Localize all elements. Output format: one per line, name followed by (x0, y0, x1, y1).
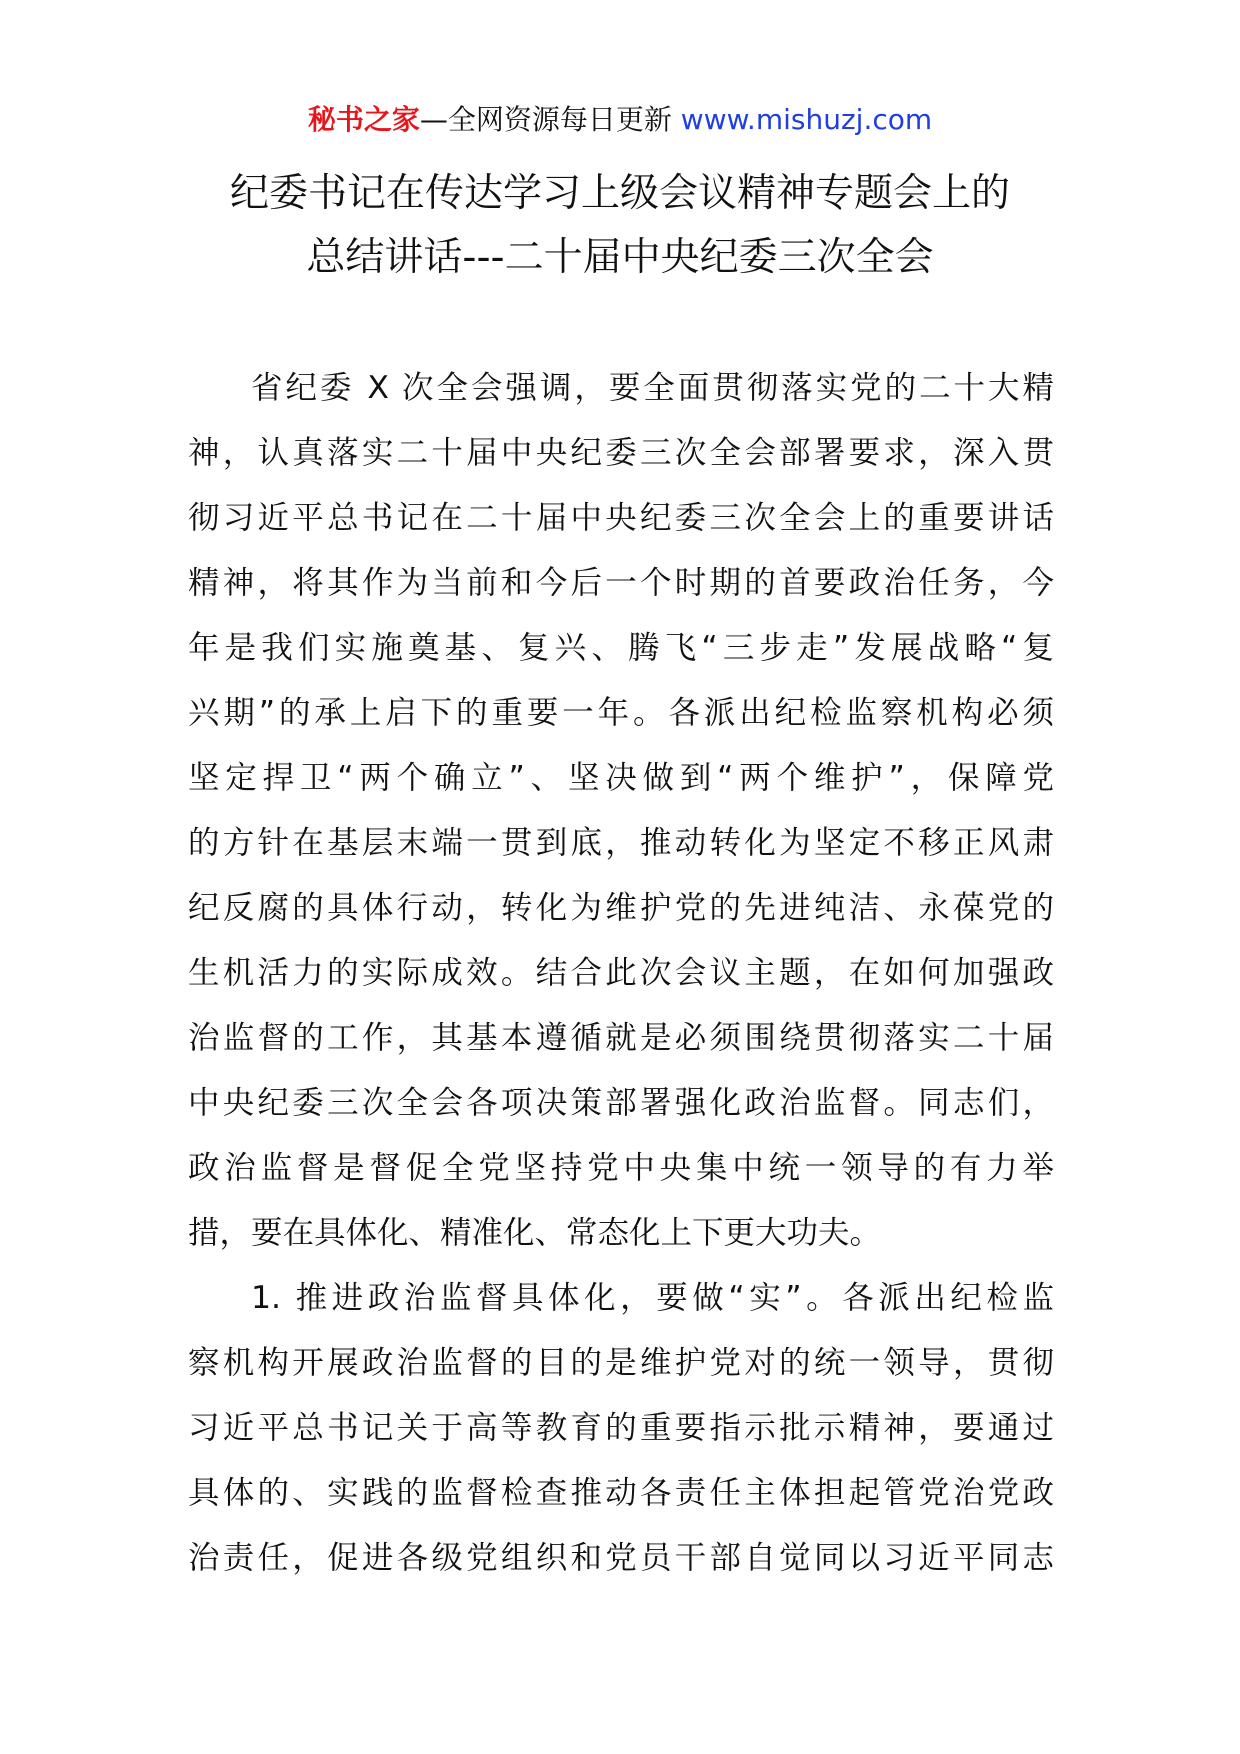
header-tagline: —全网资源每日更新 (419, 103, 672, 136)
paragraph-line: 察机构开展政治监督的目的是维护党对的统一领导，贯彻 (188, 1345, 1054, 1381)
paragraph-line: 神，认真落实二十届中央纪委三次全会部署要求，深入贯 (188, 435, 1054, 471)
paragraph-line: 生机活力的实际成效。结合此次会议主题，在如何加强政 (188, 955, 1054, 991)
paragraph-line: 兴期”的承上启下的重要一年。各派出纪检监察机构必须 (188, 695, 1054, 731)
site-url-link[interactable]: www.mishuzj.com (680, 103, 933, 136)
paragraph-line: 彻习近平总书记在二十届中央纪委三次全会上的重要讲话 (188, 500, 1054, 536)
title-line-2: 总结讲话---二十届中央纪委三次全会 (306, 235, 934, 280)
paragraph-line: 措，要在具体化、精准化、常态化上下更大功夫。 (188, 1215, 882, 1251)
paragraph-line: 年是我们实施奠基、复兴、腾飞“三步走”发展战略“复 (188, 630, 1054, 666)
document-title (0, 162, 1240, 290)
paragraph-line: 政治监督是督促全党坚持党中央集中统一领导的有力举 (188, 1150, 1054, 1186)
paragraph-line: 坚定捍卫“两个确立”、坚决做到“两个维护”，保障党 (188, 760, 1054, 796)
body-text (188, 356, 1054, 1591)
paragraph-line: 精神，将其作为当前和今后一个时期的首要政治任务，今 (188, 565, 1054, 601)
paragraph-line: 省纪委 X 次全会强调，要全面贯彻落实党的二十大精 (251, 370, 1054, 406)
title-line-1: 纪委书记在传达学习上级会议精神专题会上的 (229, 171, 1010, 216)
paragraph-line: 1. 推进政治监督具体化，要做“实”。各派出纪检监 (251, 1280, 1054, 1316)
paragraph-line: 纪反腐的具体行动，转化为维护党的先进纯洁、永葆党的 (188, 890, 1054, 926)
paragraph-line: 具体的、实践的监督检查推动各责任主体担起管党治党政 (188, 1475, 1054, 1511)
paragraph-line: 治责任，促进各级党组织和党员干部自觉同以习近平同志 (188, 1540, 1054, 1576)
brand-name: 秘书之家 (307, 103, 420, 136)
paragraph-line: 中央纪委三次全会各项决策部署强化政治监督。同志们， (188, 1085, 1054, 1121)
paragraph-line: 的方针在基层末端一贯到底，推动转化为坚定不移正风肃 (188, 825, 1054, 861)
paragraph-line: 习近平总书记关于高等教育的重要指示批示精神，要通过 (188, 1410, 1054, 1446)
paragraph-line: 治监督的工作，其基本遵循就是必须围绕贯彻落实二十届 (188, 1020, 1054, 1056)
header-banner (0, 100, 1240, 140)
